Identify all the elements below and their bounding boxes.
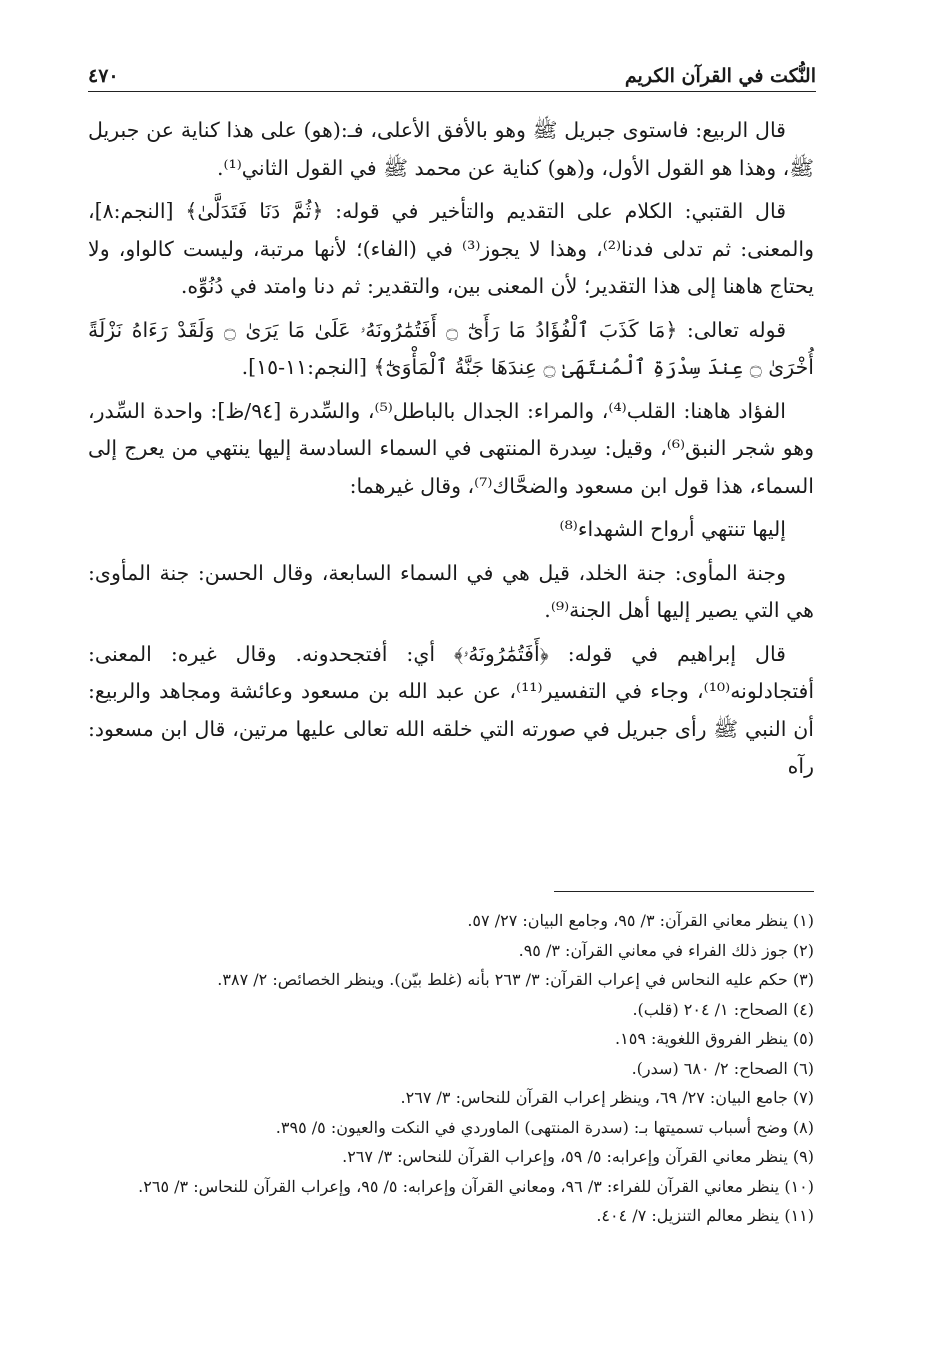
- running-title: النُّكت في القرآن الكريم: [624, 65, 816, 87]
- footnote: (٦) الصحاح: ٢/ ٦٨٠ (سدر).: [631, 1058, 814, 1078]
- footnote-separator: [554, 891, 814, 892]
- quran-verse-paragraph: قوله تعالى: ﴿مَا كَذَبَ ٱلْفُؤَادُ مَا رَأَىٰٓ ۝ أَفَتُمَٰرُونَهُۥ عَلَىٰ مَا يَرَىٰ ۝ وَلَقَدْ رَءَاهُ نَزْلَةً أُخْرَىٰ ۝ عِندَ سِدْرَةِ ٱلْمُنتَهَىٰ ۝ عِندَهَا جَنَّةُ ٱلْمَأْوَىٰٓ﴾ [النجم:١١-١٥].: [88, 317, 814, 379]
- page-number: ٤٧٠: [88, 65, 119, 87]
- footnote: (٨) وضح أسباب تسميتها بـ: (سدرة المنتهى) الماوردي في النكت والعيون: ٥/ ٣٩٥.: [275, 1117, 814, 1137]
- main-text: [88, 112, 814, 792]
- footnotes: [88, 906, 814, 1231]
- paragraph: وجنة المأوى: جنة الخلد، قيل هي في السماء السابعة، وقال الحسن: جنة المأوى: هي التي يصير إليها أهل الجنة⁽⁹⁾.: [88, 560, 814, 622]
- paragraph: قال القتبي: الكلام على التقديم والتأخير في قوله: ﴿ثُمَّ دَنَا فَتَدَلَّىٰ﴾ [النجم:٨]، والمعنى: ثم تدلى فدنا⁽²⁾، وهذا لا يجوز⁽³⁾ في (الفاء)؛ لأنها مرتبة، وليست كالواو، ولا يحتاج هاهنا إلى هذا التقدير؛ لأن المعنى بين، والتقدير: ثم دنا وامتد في دُنُوِّه.: [88, 199, 814, 298]
- footnote: (٧) جامع البيان: ٢٧/ ٦٩، وينظر إعراب القرآن للنحاس: ٣/ ٢٦٧.: [400, 1088, 814, 1107]
- footnote: (٢) جوز ذلك الفراء في معاني القرآن: ٣/ ٩٥.: [518, 940, 814, 960]
- footnote: (٥) ينظر الفروق اللغوية: ١٥٩.: [615, 1029, 814, 1048]
- footnote: (١) ينظر معاني القرآن: ٣/ ٩٥، وجامع البيان: ٢٧/ ٥٧.: [467, 911, 814, 930]
- quoted-line: إليها تنتهي أرواح الشهداء⁽⁸⁾: [559, 517, 786, 541]
- footnote: (٤) الصحاح: ١/ ٢٠٤ (قلب).: [632, 999, 814, 1019]
- footnote: (٩) ينظر معاني القرآن وإعرابه: ٥/ ٥٩، وإعراب القرآن للنحاس: ٣/ ٢٦٧.: [342, 1147, 814, 1166]
- footnote: (١٠) ينظر معاني القرآن للفراء: ٣/ ٩٦، ومعاني القرآن وإعرابه: ٥/ ٩٥، وإعراب القرآن للنحاس: ٣/ ٢٦٥.: [138, 1176, 814, 1196]
- paragraph: قال إبراهيم في قوله: ﴿أَفَتُمَٰرُونَهُۥ﴾ أي: أفتجحدونه. وقال غيره: المعنى: أفتجادلونه⁽¹⁰⁾، وجاء في التفسير⁽¹¹⁾، عن عبد الله بن مسعود وعائشة ومجاهد والربيع: أن النبي ﷺ رأى جبريل في صورته التي خلقه الله تعالى عليها مرتين، قال ابن مسعود: رآه: [88, 641, 815, 778]
- paragraph: الفؤاد هاهنا: القلب⁽⁴⁾، والمراء: الجدال بالباطل⁽⁵⁾، والسِّدرة [٩٤/ظ]: واحدة السِّدر، وهو شجر النبق⁽⁶⁾، وقيل: سِدرة المنتهى في السماء السادسة إليها ينتهي من يعرج إلى السماء، هذا قول ابن مسعود والضحَّاك⁽⁷⁾، وقال غيرهما:: [88, 398, 814, 498]
- paragraph: قال الربيع: فاستوى جبريل ﷺ وهو بالأفق الأعلى، فـ:(هو) على هذا كناية عن جبريل ﷺ، وهذا هو القول الأول، و(هو) كناية عن محمد ﷺ في القول الثاني⁽¹⁾.: [88, 118, 814, 180]
- footnote: (١١) ينظر معالم التنزيل: ٧/ ٤٠٤.: [596, 1206, 814, 1225]
- page-header: [88, 52, 816, 92]
- footnote: (٣) حكم عليه النحاس في إعراب القرآن: ٣/ ٢٦٣ بأنه (غلط بيّن). وينظر الخصائص: ٢/ ٣٨٧.: [217, 970, 814, 989]
